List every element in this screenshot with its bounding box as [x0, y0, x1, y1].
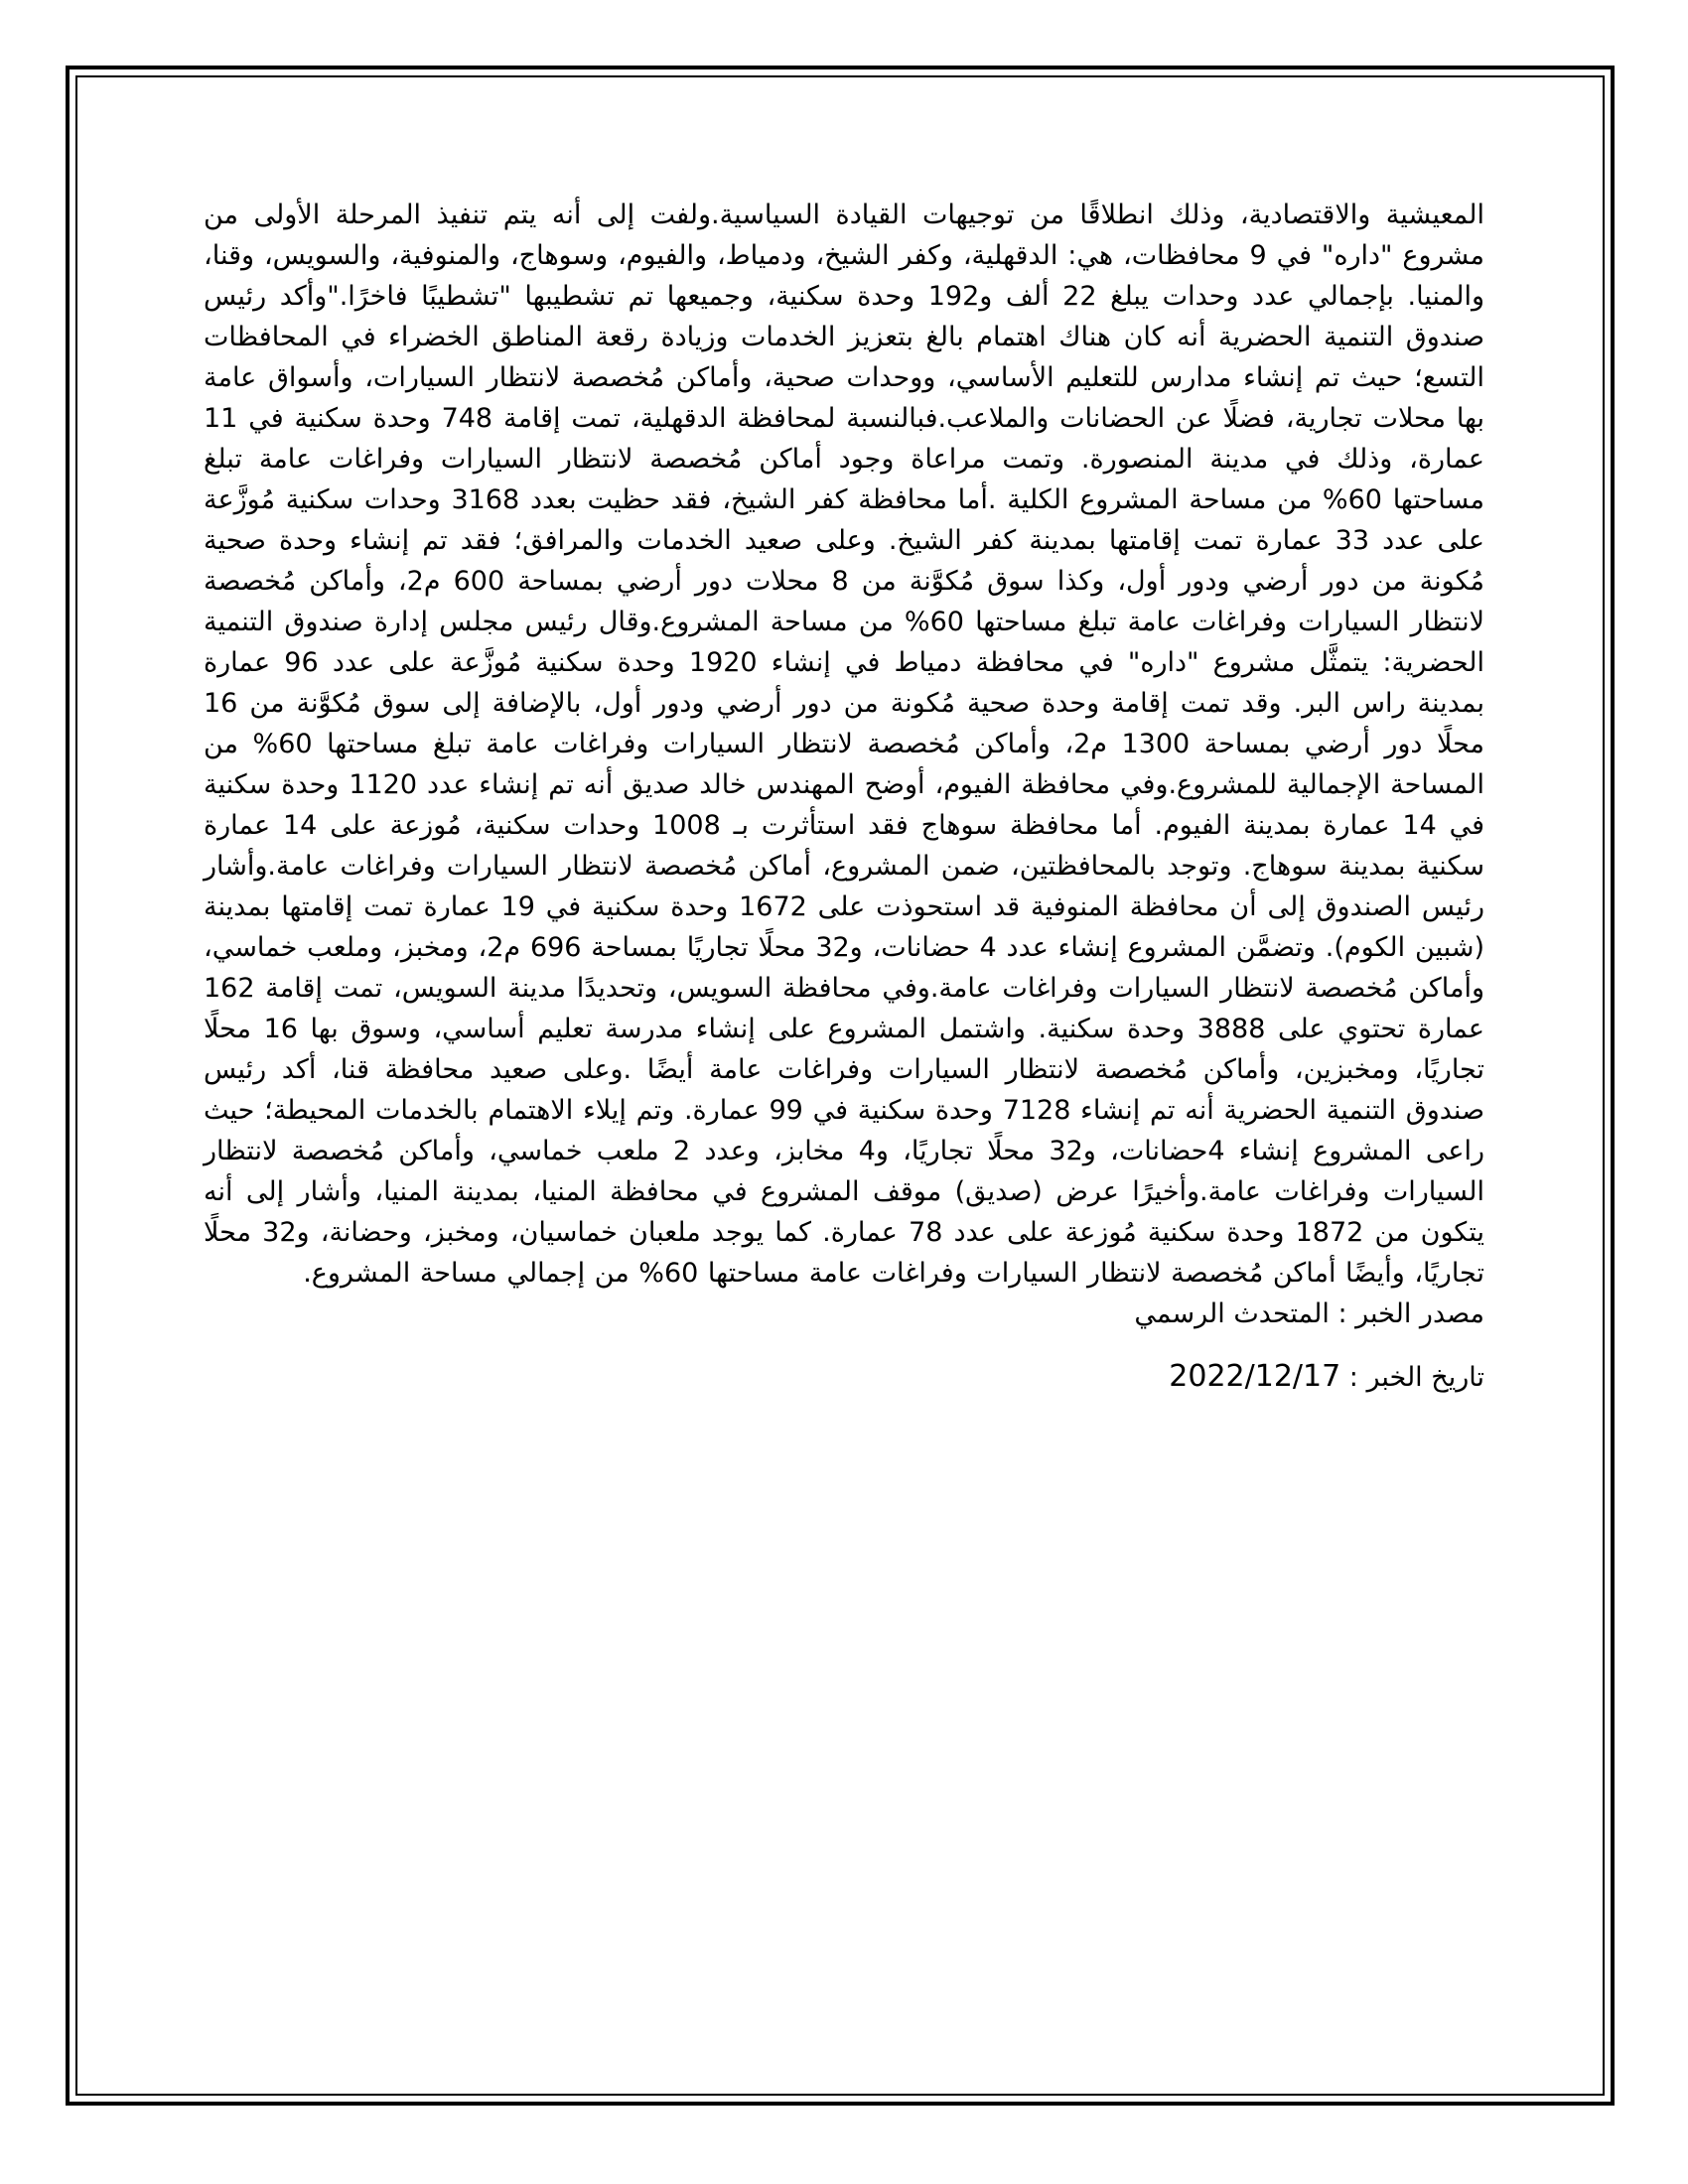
news-date-value: 2022/12/17	[1169, 1359, 1341, 1394]
news-date-label: تاريخ الخبر	[1366, 1362, 1484, 1393]
news-date-line	[204, 1356, 1484, 1398]
article-body: المعيشية والاقتصادية، وذلك انطلاقًا من توجيهات القيادة السياسية.ولفت إلى أنه يتم تنفيذ المرحلة الأولى من مشروع "داره" في 9 محافظات، هي: الدقهلية، وكفر الشيخ، ودمياط، والفيوم، وسوهاج، والمنوفية، والسويس، وقنا، والمنيا. بإجمالي عدد وحدات يبلغ 22 ألف و192 وحدة سكنية، وجميعها تم تشطيبها "تشطيبًا فاخرًا."وأكد رئيس صندوق التنمية الحضرية أنه كان هناك اهتمام بالغ بتعزيز الخدمات وزيادة رقعة المناطق الخضراء في المحافظات التسع؛ حيث تم إنشاء مدارس للتعليم الأساسي، ووحدات صحية، وأماكن مُخصصة لانتظار السيارات، وأسواق عامة بها محلات تجارية، فضلًا عن الحضانات والملاعب.فبالنسبة لمحافظة الدقهلية، تمت إقامة 748 وحدة سكنية في 11 عمارة، وذلك في مدينة المنصورة. وتمت مراعاة وجود أماكن مُخصصة لانتظار السيارات وفراغات عامة تبلغ مساحتها 60% من مساحة المشروع الكلية .أما محافظة كفر الشيخ، فقد حظيت بعدد 3168 وحدات سكنية مُوزَّعة على عدد 33 عمارة تمت إقامتها بمدينة كفر الشيخ. وعلى صعيد الخدمات والمرافق؛ فقد تم إنشاء وحدة صحية مُكونة من دور أرضي ودور أول، وكذا سوق مُكوَّنة من 8 محلات دور أرضي بمساحة 600 م2، وأماكن مُخصصة لانتظار السيارات وفراغات عامة تبلغ مساحتها 60% من مساحة المشروع.وقال رئيس مجلس إدارة صندوق التنمية الحضرية: يتمثَّل مشروع "داره" في محافظة دمياط في إنشاء 1920 وحدة سكنية مُوزَّعة على عدد 96 عمارة بمدينة راس البر. وقد تمت إقامة وحدة صحية مُكونة من دور أرضي ودور أول، بالإضافة إلى سوق مُكوَّنة من 16 محلًا دور أرضي بمساحة 1300 م2، وأماكن مُخصصة لانتظار السيارات وفراغات عامة تبلغ مساحتها 60% من المساحة الإجمالية للمشروع.وفي محافظة الفيوم، أوضح المهندس خالد صديق أنه تم إنشاء عدد 1120 وحدة سكنية في 14 عمارة بمدينة الفيوم. أما محافظة سوهاج فقد استأثرت بـ 1008 وحدات سكنية، مُوزعة على 14 عمارة سكنية بمدينة سوهاج. وتوجد بالمحافظتين، ضمن المشروع، أماكن مُخصصة لانتظار السيارات وفراغات عامة.وأشار رئيس الصندوق إلى أن محافظة المنوفية قد استحوذت على 1672 وحدة سكنية في 19 عمارة تمت إقامتها بمدينة (شبين الكوم). وتضمَّن المشروع إنشاء عدد 4 حضانات، و32 محلًا تجاريًا بمساحة 696 م2، ومخبز، وملعب خماسي، وأماكن مُخصصة لانتظار السيارات وفراغات عامة.وفي محافظة السويس، وتحديدًا مدينة السويس، تمت إقامة 162 عمارة تحتوي على 3888 وحدة سكنية. واشتمل المشروع على إنشاء مدرسة تعليم أساسي، وسوق بها 16 محلًا تجاريًا، ومخبزين، وأماكن مُخصصة لانتظار السيارات وفراغات عامة أيضًا .وعلى صعيد محافظة قنا، أكد رئيس صندوق التنمية الحضرية أنه تم إنشاء 7128 وحدة سكنية في 99 عمارة. وتم إيلاء الاهتمام بالخدمات المحيطة؛ حيث راعى المشروع إنشاء 4حضانات، و32 محلًا تجاريًا، و4 مخابز، وعدد 2 ملعب خماسي، وأماكن مُخصصة لانتظار السيارات وفراغات عامة.وأخيرًا عرض (صديق) موقف المشروع في محافظة المنيا، بمدينة المنيا، وأشار إلى أنه يتكون من 1872 وحدة سكنية مُوزعة على عدد 78 عمارة. كما يوجد ملعبان خماسيان، ومخبز، وحضانة، و32 محلًا تجاريًا، وأيضًا أماكن مُخصصة لانتظار السيارات وفراغات عامة مساحتها 60% من إجمالي مساحة المشروع.	[204, 200, 1485, 1289]
article-content	[204, 195, 1484, 1398]
news-source-separator: :	[1329, 1298, 1356, 1329]
news-source-label: مصدر الخبر	[1355, 1298, 1484, 1329]
news-source-line	[204, 1294, 1484, 1334]
news-date-separator: :	[1340, 1362, 1367, 1393]
news-source-value: المتحدث الرسمي	[1134, 1298, 1330, 1329]
meta-spacer	[204, 1334, 1484, 1356]
